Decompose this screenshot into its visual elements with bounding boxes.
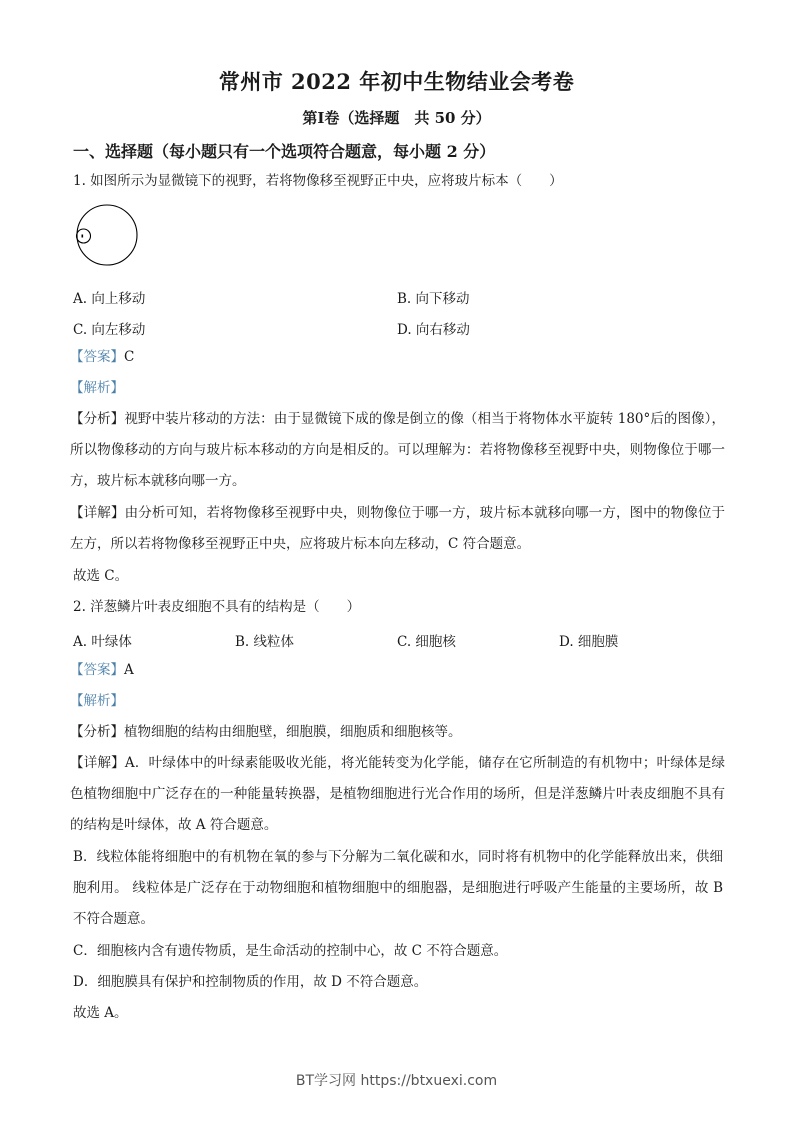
q2-analysis-heading	[70, 692, 124, 710]
section-heading: 一、选择题（每小题只有一个选项符合题意，每小题 2 分）	[73, 142, 496, 161]
footer-watermark: BT学习网 https://btxuexi.com	[295, 1073, 498, 1089]
question-2-stem: 2. 洋葱鳞片叶表皮细胞不具有的结构是（ ）	[73, 599, 361, 615]
q1-answer	[70, 348, 134, 366]
q2-fenxi	[70, 717, 725, 748]
xiangjie-label: 【详解】	[70, 755, 125, 771]
xiangjie-text: A．叶绿体中的叶绿素能吸收光能，将光能转变为化学能，储存在它所制造的有机物中；叶绿体是绿色植物细胞中广泛存在的一种能量转换器，是植物细胞进行光合作用的场所，但是洋葱鳞片叶表皮细胞不具有的结构是叶绿体，故 A 符合题意。	[70, 755, 726, 833]
q1-option-c: C. 向左移动	[73, 322, 146, 338]
q2-xiangjie-a	[70, 748, 725, 841]
xiangjie-label: 【详解】	[70, 505, 125, 521]
object-image-dot	[82, 235, 84, 238]
answer-value: C	[124, 349, 135, 365]
fenxi-label: 【分析】	[70, 724, 124, 740]
q1-option-d: D. 向右移动	[397, 322, 470, 338]
answer-value: A	[124, 662, 134, 678]
fenxi-text: 视野中装片移动的方法：由于显微镜下成的像是倒立的像（相当于将物体水平旋转 180°后的图像），所以物像移动的方向与玻片标本移动的方向是相反的。可以理解为：若将物像移至视野中央，则物像位于哪一方，玻片标本就移向哪一方。	[70, 411, 726, 489]
object-image-circle	[77, 229, 91, 243]
fenxi-label: 【分析】	[70, 411, 125, 427]
q1-option-a: A. 向上移动	[73, 291, 146, 307]
q1-conclusion: 故选 C。	[73, 568, 129, 584]
microscope-field-of-view-diagram	[72, 200, 142, 270]
fenxi-text: 植物细胞的结构由细胞壁，细胞膜，细胞质和细胞核等。	[124, 724, 462, 740]
document-subtitle: 第Ⅰ卷（选择题 共 50 分）	[302, 109, 491, 127]
q2-detail-c: C．细胞核内含有遗传物质，是生命活动的控制中心，故 C 不符合题意。	[73, 943, 508, 959]
field-of-view-circle	[77, 205, 137, 265]
q1-option-b: B. 向下移动	[397, 291, 470, 307]
answer-label: 【答案】	[70, 662, 124, 678]
q1-analysis-heading	[70, 379, 124, 397]
q2-detail-d: D．细胞膜具有保护和控制物质的作用，故 D 不符合题意。	[73, 974, 428, 990]
question-1-stem: 1. 如图所示为显微镜下的视野，若将物像移至视野正中央，应将玻片标本（ ）	[73, 173, 563, 189]
xiangjie-text: 由分析可知，若将物像移至视野中央，则物像位于哪一方，玻片标本就移向哪一方，图中的物像位于左方，所以若将物像移至视野正中央，应将玻片标本向左移动，C 符合题意。	[70, 505, 726, 552]
q2-option-c: C. 细胞核	[397, 634, 456, 650]
q2-detail-b: B．线粒体能将细胞中的有机物在氧的参与下分解为二氧化碳和水，同时将有机物中的化学能释放出来，供细胞利用。 线粒体是广泛存在于动物细胞和植物细胞中的细胞器，是细胞进行呼吸产生能量的主要场所，故 B 不符合题意。	[73, 849, 723, 927]
q2-option-a: A. 叶绿体	[73, 634, 132, 650]
analysis-label: 【解析】	[70, 380, 124, 396]
analysis-label: 【解析】	[70, 693, 124, 709]
document-title: 常州市 2022 年初中生物结业会考卷	[218, 69, 575, 94]
q1-fenxi	[70, 404, 725, 497]
answer-label: 【答案】	[70, 349, 124, 365]
q1-xiangjie	[70, 498, 725, 560]
q2-option-d: D. 细胞膜	[559, 634, 619, 650]
q2-conclusion: 故选 A。	[73, 1005, 128, 1021]
q2-option-b: B. 线粒体	[235, 634, 295, 650]
q2-answer	[70, 661, 134, 679]
